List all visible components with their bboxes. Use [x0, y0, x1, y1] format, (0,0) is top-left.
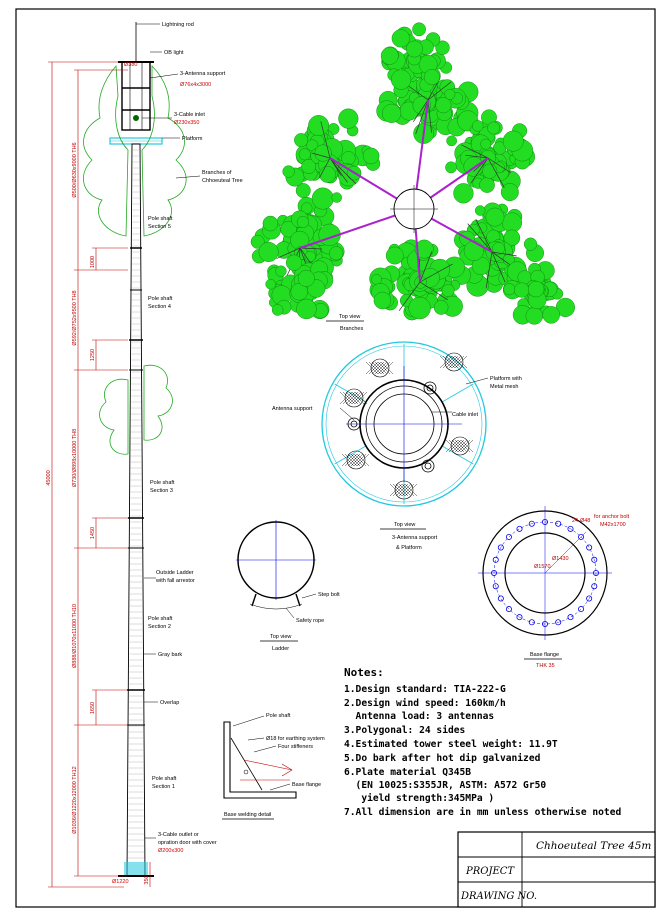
top-view-platform [272, 342, 522, 551]
drawing-name: Chhoeuteal Tree 45m [536, 840, 652, 852]
mesh-panel [446, 437, 473, 455]
flange-bolt-spec-3: M42x1700 [600, 522, 626, 528]
leaf-cluster [259, 242, 279, 262]
label-antenna-support: 3-Antenna support [180, 71, 226, 77]
flange-thickness: THK 35 [536, 663, 555, 669]
leaf-cluster [342, 151, 356, 165]
mesh-panel [366, 359, 393, 377]
leaf-cluster [409, 297, 431, 319]
platform-view-subtitle-2: & Platform [396, 545, 422, 551]
bolt-hole [556, 521, 561, 526]
leaf-cluster [338, 109, 358, 129]
bolt-hole [529, 620, 534, 625]
label-cable-outlet-2: opration door with cover [158, 840, 217, 846]
leaf-cluster [475, 206, 485, 216]
leaf-cluster [332, 193, 342, 203]
leaf-cluster [363, 148, 379, 164]
leaf-cluster [488, 122, 500, 134]
leaf-cluster [263, 216, 278, 231]
leaf-cluster [374, 292, 391, 309]
leaf-cluster [294, 133, 308, 147]
bolt-hole [506, 534, 511, 539]
label-section1-2: Section 1 [152, 784, 175, 790]
label-platform: Platform [182, 136, 203, 142]
label-top-dia: Ø380 [124, 62, 138, 68]
leaf-cluster [329, 246, 343, 260]
leaf-cluster [442, 284, 454, 296]
bolt-hole [578, 606, 583, 611]
leaf-cluster [514, 283, 529, 298]
leaf-cluster [406, 41, 422, 57]
flange-dia2: Ø1570 [534, 564, 551, 570]
label-ladder-2: with fall arrestor [156, 578, 195, 584]
dim-section3: Ø730/Ø898x10000 TH8 [72, 428, 78, 488]
leaf-cluster [481, 139, 491, 149]
dim-section1: Ø1036/Ø1220x12000 TH12 [72, 766, 78, 834]
weld-flange-label: Base flange [292, 782, 322, 788]
leaf-cluster [312, 188, 333, 209]
label-section5-2: Section 5 [148, 224, 171, 230]
flange-bolt-spec: 24-Ø48 [572, 518, 591, 524]
dim-total: 45000 [46, 470, 52, 486]
weld-detail [222, 713, 325, 819]
leaf-cluster [524, 238, 537, 251]
notes-block [344, 666, 621, 818]
label-section2: Pole shaft [148, 616, 173, 622]
label-cable-outlet-size: Ø200x300 [158, 848, 184, 854]
dim-section2: Ø888/Ø1070x11000 TH10 [72, 603, 78, 669]
leaf-cluster [526, 307, 543, 324]
label-lightning-rod: Lightning rod [162, 22, 194, 28]
label-ladder: Outside Ladder [156, 570, 194, 576]
mesh-panel [390, 481, 417, 499]
label-ob-light: OB light [164, 50, 184, 56]
platform-label: Platform with [490, 376, 522, 382]
platform-view-title: Top view [394, 522, 416, 528]
leaf-cluster [298, 270, 314, 286]
leaf-cluster [372, 274, 382, 284]
bolt-hole [506, 606, 511, 611]
weld-stiffeners-label: Four stiffeners [278, 744, 314, 750]
dim-overlap2: 1650 [90, 701, 96, 715]
leaf-cluster [502, 213, 522, 233]
dim-section5: Ø500/Ø630x9000 TH6 [72, 142, 78, 198]
label-section5: Pole shaft [148, 216, 173, 222]
label-section3-2: Section 3 [150, 488, 173, 494]
leaf-cluster [528, 281, 544, 297]
label-overlap: Overlap [160, 700, 180, 706]
note-line: 7.All dimension are in mm unless otherwise noted [344, 807, 622, 818]
step-bolt-label: Step bolt [318, 592, 340, 598]
label-branches: Branches of [202, 170, 232, 176]
platform-label-2: Metal mesh [490, 384, 519, 390]
weld-pole-shaft-label: Pole shaft [266, 713, 291, 719]
label-cable-inlet-size: Ø230x350 [174, 120, 200, 126]
leaf-cluster [503, 131, 523, 151]
note-line: 1.Design standard: TIA-222-G [344, 684, 506, 695]
leaf-cluster [386, 247, 403, 264]
label-base-dia: Ø1220 [112, 879, 129, 885]
branch-outline-mid-right [144, 365, 172, 440]
leaf-cluster [479, 177, 494, 192]
platform-view-subtitle: 3-Antenna support [392, 535, 438, 541]
antenna-support-label: Antenna support [272, 406, 313, 412]
safety-rope-label: Safety rope [296, 618, 325, 624]
ladder-view-title: Top view [270, 634, 292, 640]
leaf-cluster [286, 255, 302, 271]
mesh-panel [440, 353, 467, 371]
leaf-cluster [504, 284, 516, 296]
leaf-cluster [392, 29, 410, 47]
pole-shaft [118, 144, 154, 876]
project-label: PROJECT [466, 866, 515, 877]
leaf-cluster [319, 166, 335, 182]
dim-overlap5: 1000 [90, 255, 96, 269]
flange-dia1: Ø1430 [552, 556, 569, 562]
note-line: 2.Design wind speed: 160km/h [344, 698, 506, 709]
branch-outline-mid-left [100, 379, 128, 454]
flange-bolt-spec-2: for anchor bolt [594, 514, 630, 520]
base-flange-view [478, 506, 630, 669]
leaf-cluster [299, 149, 311, 161]
leaf-cluster [436, 97, 452, 113]
leaf-cluster [543, 306, 560, 323]
tower-elevation [46, 22, 243, 887]
bolt-hole [587, 545, 592, 550]
label-branches-2: Chhoeuteal Tree [202, 178, 243, 184]
leaf-cluster [424, 69, 440, 85]
label-antenna-support-size: Ø76x4x3000 [180, 82, 212, 88]
leaf-cluster [296, 299, 316, 319]
leaf-cluster [283, 166, 295, 178]
antenna-mounts [348, 382, 436, 472]
leaf-cluster [445, 162, 456, 173]
dim-overlap3: 1450 [90, 526, 96, 540]
label-section1: Pole shaft [152, 776, 177, 782]
branch-outline-right [142, 66, 186, 236]
leaf-cluster [272, 304, 283, 315]
flange-title: Base flange [530, 652, 560, 658]
leaf-cluster [276, 266, 287, 277]
notes-title: Notes: [344, 666, 384, 679]
mesh-panel [340, 389, 367, 407]
leaf-cluster [266, 279, 276, 289]
note-line: (EN 10025:S355JR, ASTM: A572 Gr50 [344, 780, 547, 791]
platform-spoke [442, 384, 473, 402]
cable-inlet-label: Cable inlet [452, 412, 478, 418]
branches-view-subtitle: Branches [340, 326, 364, 332]
dim-overlap4: 1250 [90, 348, 96, 362]
bolt-hole [568, 615, 573, 620]
title-block [458, 832, 655, 907]
leaf-cluster [308, 115, 328, 135]
antenna-support-frame [118, 62, 154, 130]
ladder-view-subtitle: Ladder [272, 646, 290, 652]
leaf-cluster [305, 251, 316, 262]
dim-section4: Ø592/Ø752x9500 TH8 [72, 290, 78, 346]
label-bark: Gray bark [158, 652, 183, 658]
note-line: 3.Polygonal: 24 sides [344, 725, 466, 736]
leaf-cluster [472, 120, 483, 131]
top-view-branches [251, 23, 575, 332]
leaf-cluster [391, 70, 411, 90]
label-cable-inlet: 3-Cable inlet [174, 112, 205, 118]
leaf-cluster [382, 104, 401, 123]
leaf-cluster [454, 183, 474, 203]
branches-view-title: Top view [339, 314, 361, 320]
ladder-top-view [236, 520, 340, 652]
note-line: 4.Estimated tower steel weight: 11.9T [344, 739, 558, 750]
note-line: 6.Plate material Q345B [344, 767, 472, 778]
leaf-cluster [297, 216, 309, 228]
leaf-cluster [412, 23, 425, 36]
leaf-cluster [381, 47, 398, 64]
label-section2-2: Section 2 [148, 624, 171, 630]
label-section4: Pole shaft [148, 296, 173, 302]
tree-foliage [251, 23, 575, 325]
leaf-cluster [434, 300, 448, 314]
note-line: 5.Do bark after hot dip galvanized [344, 753, 541, 764]
label-cable-outlet: 3-Cable outlet or [158, 832, 199, 838]
leaf-cluster [464, 241, 484, 261]
leaf-cluster [447, 136, 457, 146]
label-section3: Pole shaft [150, 480, 175, 486]
label-section4-2: Section 4 [148, 304, 171, 310]
drawing-no-label: DRAWING NO. [461, 891, 538, 902]
leaf-cluster [486, 208, 504, 226]
bolt-hole [493, 557, 498, 562]
bolt-hole [592, 584, 597, 589]
weld-title: Base welding detail [224, 812, 272, 818]
bolt-hole [498, 596, 503, 601]
leaf-cluster [445, 89, 455, 99]
note-line: yield strength:345MPa ) [344, 793, 495, 804]
weld-earthing-label: Ø18 for earthing system [266, 736, 325, 742]
bolt-hole [517, 526, 522, 531]
mesh-panel [342, 451, 369, 469]
note-line: Antenna load: 3 antennas [344, 711, 495, 722]
dim-base: 350 [144, 875, 150, 885]
